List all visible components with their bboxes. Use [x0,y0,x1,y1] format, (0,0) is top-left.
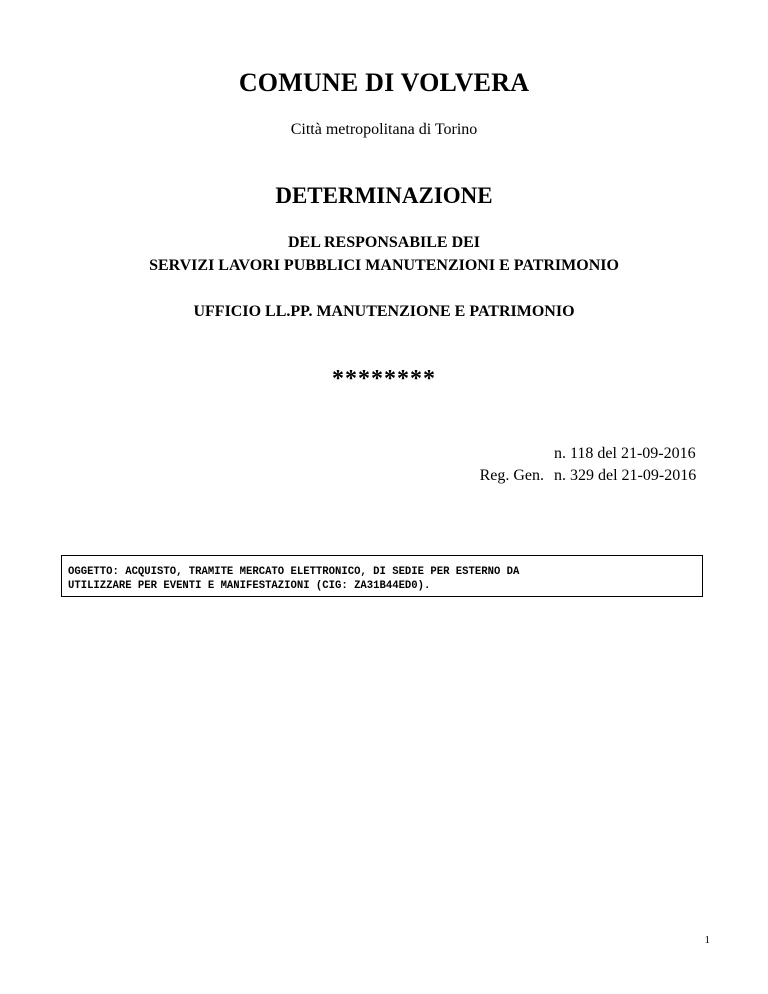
determination-number: n. 118 del 21-09-2016 [554,445,696,462]
province-subtitle: Città metropolitana di Torino [290,121,478,138]
determination-number-row [420,443,720,465]
general-register-number: n. 329 del 21-09-2016 [554,467,697,484]
page-number: 1 [704,934,710,946]
subject-line-1: OGGETTO: ACQUISTO, TRAMITE MERCATO ELETTRONICO, DI SEDIE PER ESTERNO DA [68,566,520,578]
general-register-label: Reg. Gen. [479,467,544,484]
determination-number-label [454,443,554,465]
office-heading: UFFICIO LL.PP. MANUTENZIONE E PATRIMONIO [193,303,575,320]
subject-box [61,555,703,597]
municipality-title: COMUNE DI VOLVERA [238,68,530,97]
asterisk-separator: ******** [332,366,436,392]
registration-numbers [420,443,720,487]
document-type-heading: DETERMINAZIONE [275,183,493,208]
general-register-row [420,465,720,487]
subject-line-2: UTILIZZARE PER EVENTI E MANIFESTAZIONI (CIG: ZA31B44ED0). [68,580,431,592]
responsible-line-1: DEL RESPONSABILE DEI [287,234,481,251]
responsible-line-2: SERVIZI LAVORI PUBBLICI MANUTENZIONI E PATRIMONIO [149,257,619,274]
